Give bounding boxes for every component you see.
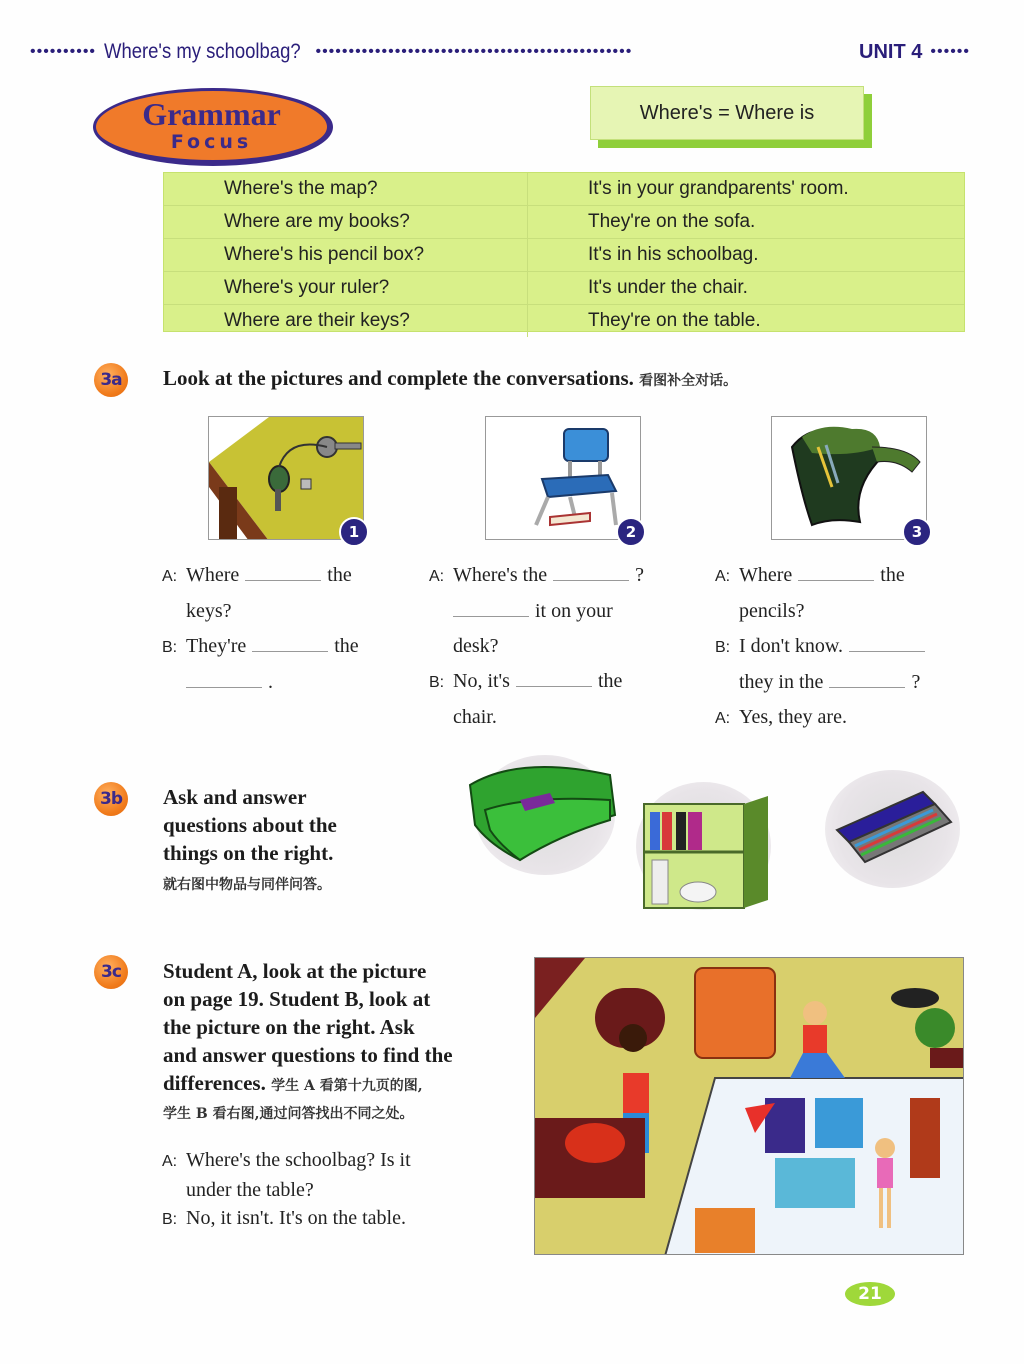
conversation-line [429, 594, 689, 629]
answer: They're on the sofa. [588, 211, 756, 232]
grammar-note: Where's = Where is [590, 86, 864, 140]
instruction-cn: 学生 A 看第十九页的图, [271, 1078, 423, 1094]
activity-badge-3c: 3c [94, 955, 128, 989]
activity-3a-instruction [163, 364, 737, 395]
answer-blank[interactable] [252, 631, 328, 652]
text: differences. [163, 1071, 266, 1095]
conversation-line [429, 558, 689, 594]
text: they in the [739, 671, 824, 693]
picture-keys-on-table [208, 416, 364, 540]
conversation-line [162, 629, 402, 665]
picture-number-badge: 2 [616, 517, 646, 547]
instruction-cn: 学生 B 看右图,通过问答找出不同之处。 [163, 1106, 414, 1122]
text: the [334, 635, 359, 657]
picture-room-scene [534, 957, 964, 1255]
text: . [268, 671, 273, 693]
dotted-leader: •••••• [930, 43, 970, 60]
picture-book-under-chair [485, 416, 641, 540]
grammar-row [164, 173, 964, 206]
activity-badge-3b: 3b [94, 782, 128, 816]
text: Where [186, 564, 240, 586]
text: the [597, 670, 623, 692]
instruction-line [163, 1069, 523, 1100]
picture-pencils-in-schoolbag [771, 416, 927, 540]
chair-icon [486, 417, 641, 540]
conversation-3 [715, 558, 975, 736]
conversation-1 [162, 558, 402, 700]
dotted-leader: •••••••••••••••••••••••••••••••••••••••••••••••• [315, 43, 633, 60]
question: Where's the map? [164, 173, 528, 205]
picture-number-badge: 1 [339, 517, 369, 547]
conversation-line [162, 558, 402, 594]
conversation-line [715, 558, 975, 594]
grammar-row [164, 272, 964, 305]
text: it on your [535, 600, 613, 622]
conversation-line: desk? [453, 635, 499, 657]
example-dialogue [162, 1146, 522, 1234]
conversation-line: chair. [453, 706, 497, 728]
instruction-cn: 看图补全对话。 [639, 373, 738, 389]
instruction-line: Ask and answer [163, 785, 307, 809]
grammar-row [164, 305, 964, 337]
activity-3b-instruction [163, 783, 337, 899]
question: Where are their keys? [164, 305, 528, 337]
text: the [880, 564, 905, 586]
dotted-leader: •••••••••• [30, 43, 97, 60]
speaker-label: A: [715, 710, 731, 727]
dialogue-line [162, 1146, 522, 1176]
badge-title: Grammar [142, 96, 281, 132]
answer-blank[interactable] [829, 667, 905, 688]
sofa-icon [460, 755, 620, 875]
schoolbag-icon [772, 417, 927, 540]
instruction-line: and answer questions to find the [163, 1043, 453, 1067]
instruction-line: things on the right. [163, 841, 334, 865]
speaker-label: B: [429, 674, 445, 691]
answer-blank[interactable] [245, 560, 321, 581]
question: Where's his pencil box? [164, 239, 528, 271]
conversation-line [715, 665, 975, 700]
question: Where are my books? [164, 206, 528, 238]
text: Yes, they are. [739, 706, 847, 728]
text: No, it's [453, 670, 510, 692]
instruction-line: questions about the [163, 813, 337, 837]
text: the [327, 564, 352, 586]
keys-on-table-icon [209, 417, 364, 540]
conversation-line [429, 664, 689, 700]
running-header [30, 38, 970, 66]
text: Where's the schoolbag? Is it [186, 1149, 411, 1171]
text: Where's the [453, 564, 548, 586]
speaker-label: B: [162, 639, 178, 656]
answer: They're on the table. [588, 310, 761, 331]
question: Where's your ruler? [164, 272, 528, 304]
text: No, it isn't. It's on the table. [186, 1207, 406, 1229]
text: ? [911, 671, 921, 693]
conversation-line [715, 700, 975, 736]
grammar-focus-badge [93, 88, 333, 166]
instruction-line: Student A, look at the picture [163, 959, 427, 983]
conversation-line [715, 629, 975, 665]
speaker-label: A: [162, 1153, 178, 1170]
speaker-label: A: [162, 568, 178, 585]
room-scene-illustration [535, 958, 964, 1255]
page-number: 21 [845, 1282, 895, 1306]
answer-blank[interactable] [516, 666, 592, 687]
dialogue-line [162, 1204, 522, 1234]
conversation-2 [429, 558, 689, 735]
picture-pencil-box [825, 770, 960, 888]
activity-badge-3a: 3a [94, 363, 128, 397]
text: ? [635, 564, 645, 586]
answer-blank[interactable] [186, 667, 262, 688]
grammar-row [164, 239, 964, 272]
conversation-line: pencils? [739, 600, 805, 622]
conversation-line: keys? [186, 600, 232, 622]
instruction-cn: 就右图中物品与同伴问答。 [163, 877, 331, 893]
text: Where [739, 564, 793, 586]
answer-blank[interactable] [798, 560, 874, 581]
text: I don't know. [739, 635, 843, 657]
picture-number-badge: 3 [902, 517, 932, 547]
grammar-row [164, 206, 964, 239]
instruction-line: on page 19. Student B, look at [163, 987, 431, 1011]
picture-bookcase [636, 782, 771, 910]
dialogue-line: under the table? [186, 1179, 314, 1201]
text: They're [186, 635, 247, 657]
instruction-line: the picture on the right. Ask [163, 1015, 415, 1039]
activity-3c-instruction [163, 957, 523, 1128]
lesson-title: Where's my schoolbag? [104, 40, 301, 63]
answer: It's in your grandparents' room. [588, 178, 849, 199]
badge-subtitle: Focus [170, 131, 253, 153]
speaker-label: A: [715, 568, 731, 585]
grammar-table [163, 172, 965, 332]
speaker-label: B: [162, 1211, 178, 1228]
answer-blank[interactable] [553, 560, 629, 581]
unit-label: UNIT 4 [859, 40, 923, 63]
answer-blank[interactable] [453, 596, 529, 617]
speaker-label: B: [715, 639, 731, 656]
answer: It's in his schoolbag. [588, 244, 759, 265]
speaker-label: A: [429, 568, 445, 585]
instruction-text: Look at the pictures and complete the conversations. [163, 366, 634, 390]
bookcase-icon [636, 782, 776, 910]
picture-sofa [475, 755, 615, 875]
answer-blank[interactable] [849, 631, 925, 652]
conversation-line [162, 665, 402, 700]
pencil-box-icon [825, 770, 960, 888]
answer: It's under the chair. [588, 277, 748, 298]
